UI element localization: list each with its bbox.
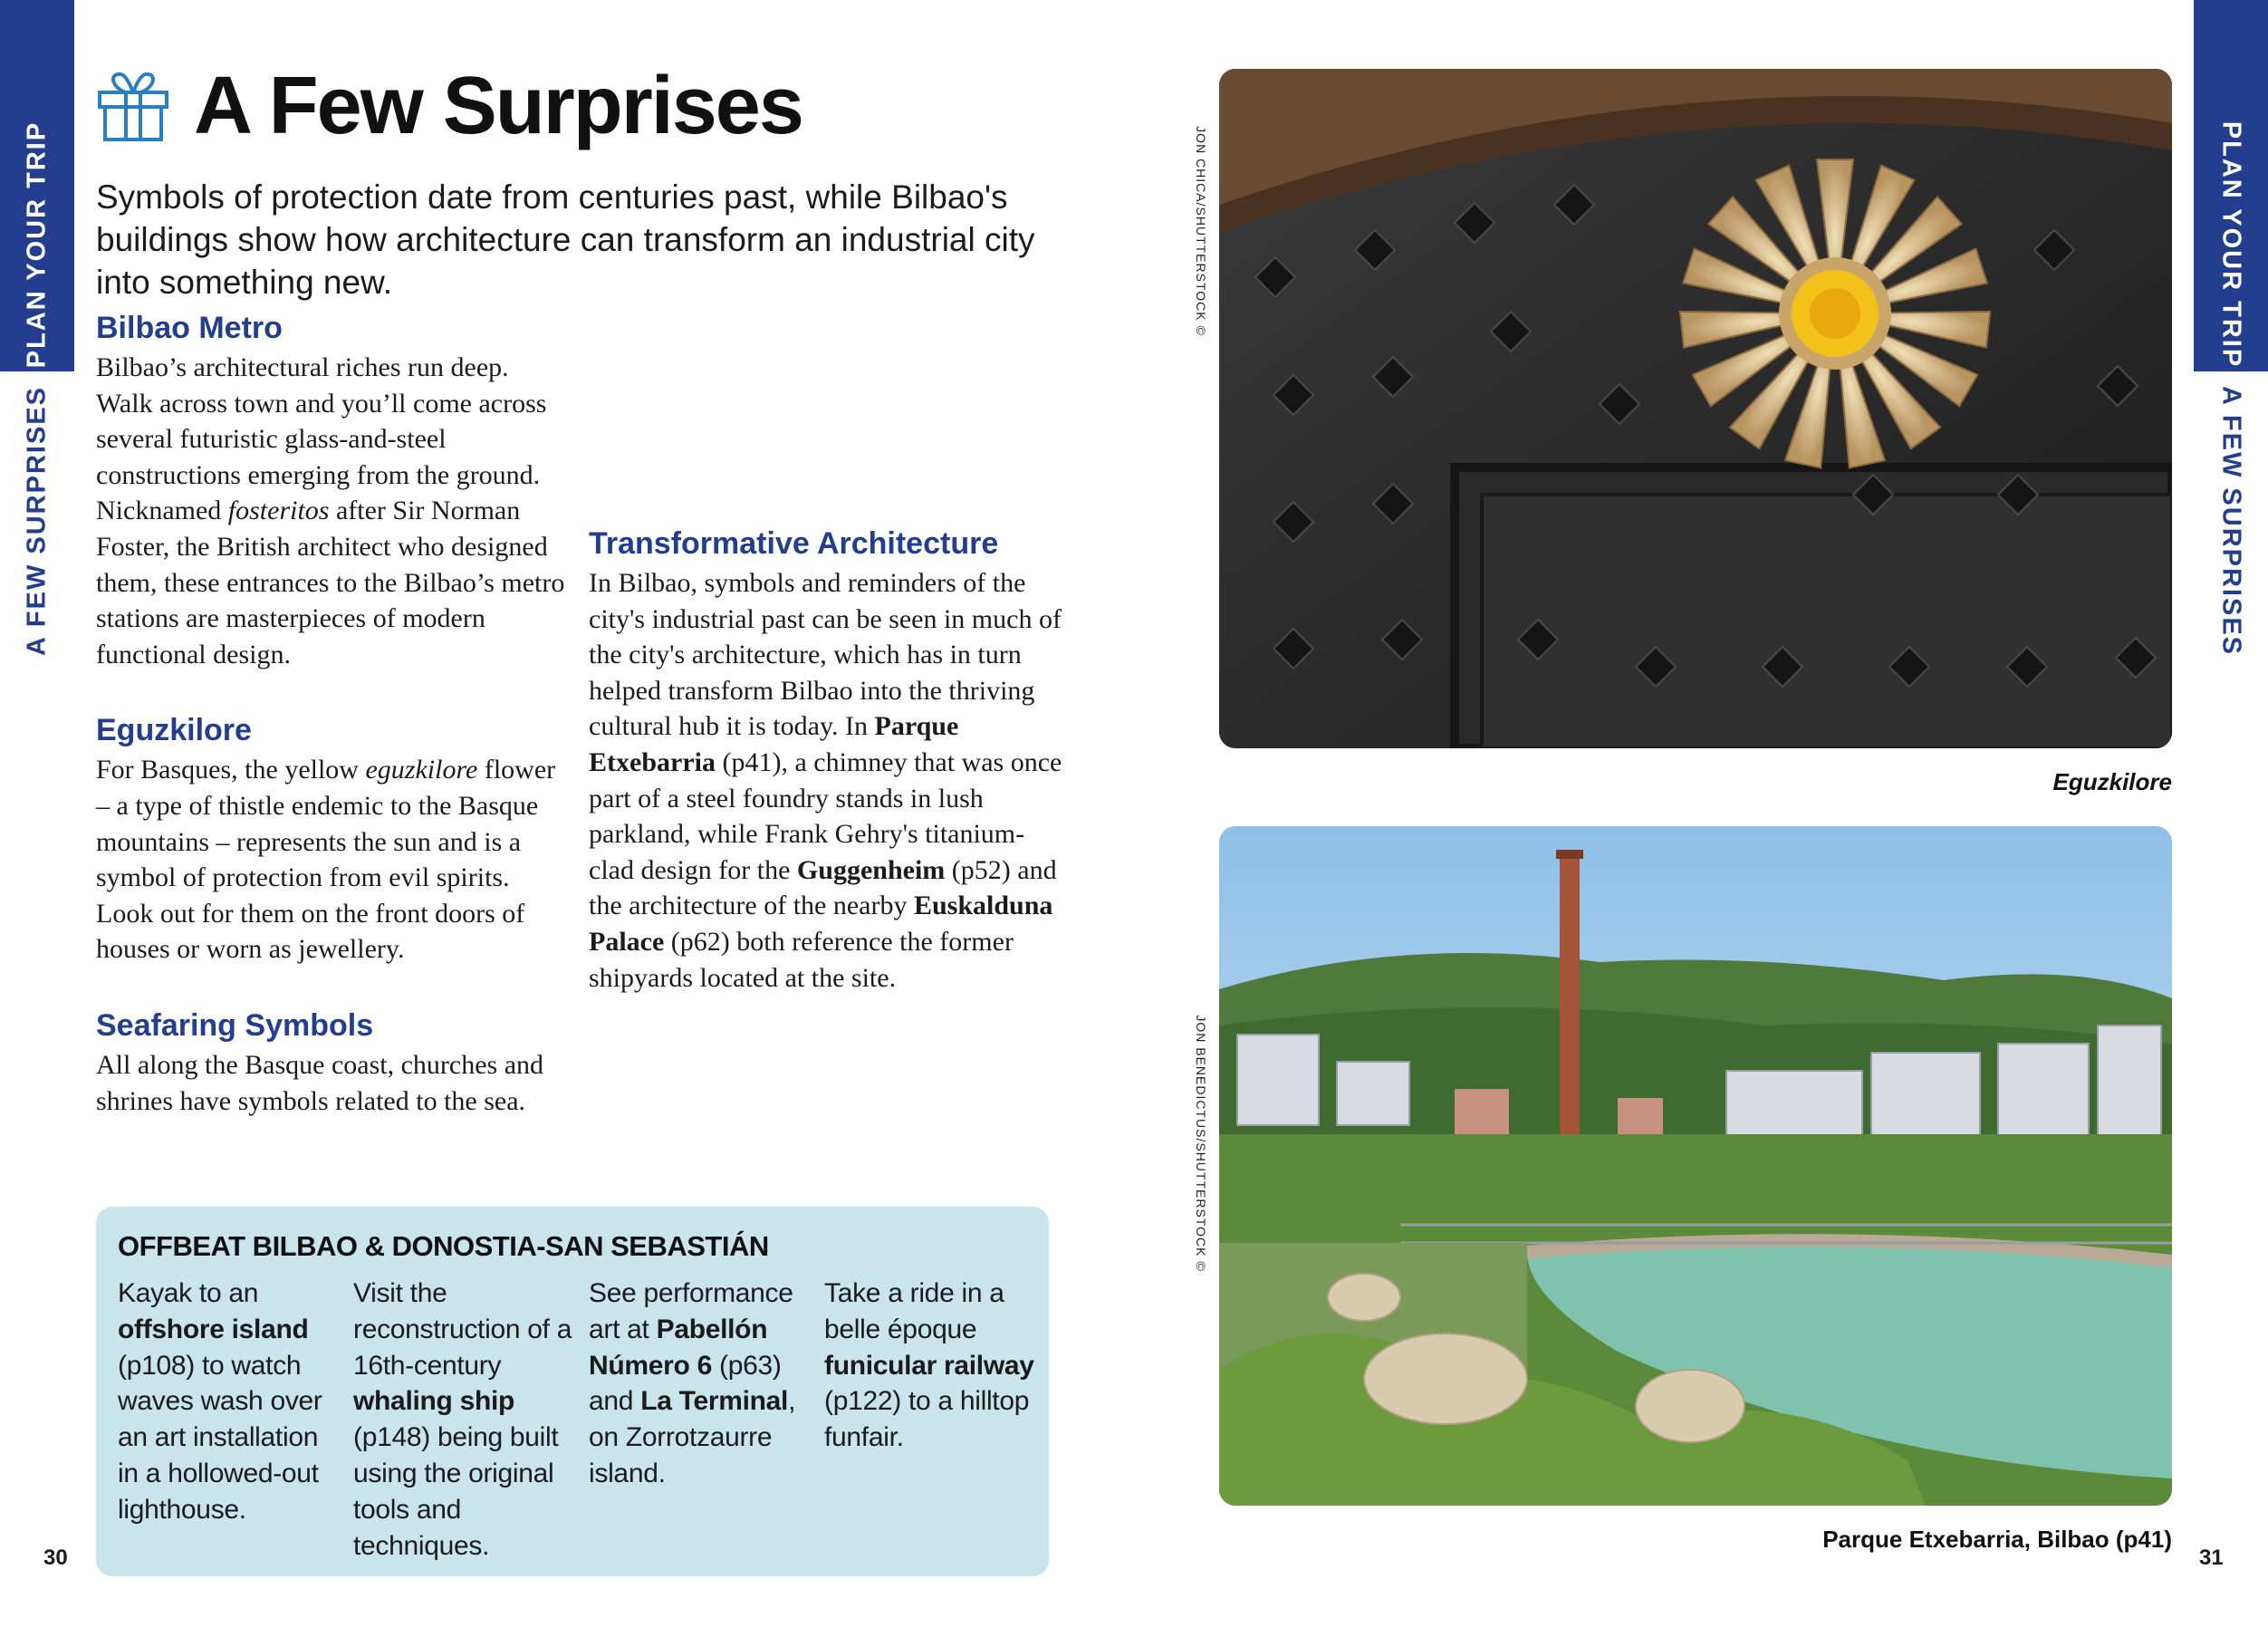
offbeat-item-3: See performance art at Pabellón Número 6 (p63) and La Terminal, on Zorrotzaurre island.: [589, 1278, 796, 1488]
plan-your-trip-label: PLAN YOUR TRIP: [2216, 120, 2246, 369]
caption-bottom: Parque Etxebarria, Bilbao (p41): [1822, 1526, 2172, 1553]
page-number-right: 31: [2199, 1546, 2224, 1570]
offbeat-item-1: Kayak to an offshore island (p108) to watch waves wash over an art installation in a hollowed-out lighthouse.: [118, 1278, 322, 1525]
heading-transformative-architecture: Transformative Architecture: [589, 526, 999, 561]
text-column-right: [589, 306, 1069, 1032]
offbeat-item-2: Visit the reconstruction of a 16th-century whaling ship (p148) being built using the original tools and techniques.: [353, 1278, 572, 1561]
right-side-tab: [2194, 0, 2268, 1637]
photo-parque-etxebarria: [1219, 826, 2172, 1506]
photo-eguzkilore: [1219, 69, 2172, 748]
paragraph-eguzkilore: For Basques, the yellow eguzkilore flower – a type of thistle endemic to the Basque mountains – represents the sun and is a symbol of protection from evil spirits. Look out for them on the front doors of houses or worn as jewellery.: [96, 755, 556, 965]
paragraph-architecture: In Bilbao, symbols and reminders of the city's industrial past can be seen in much of the city's architecture, which has in turn helped transform Bilbao into the thriving cultural hub it is today. In Parque Etxebarria (p41), a chimney that was once part of a steel foundry stands in lush parkland, while Frank Gehry's titanium-clad design for the Guggenheim (p52) and the architecture of the nearby Euskalduna Palace (p62) both reference the former shipyards located at the site.: [589, 568, 1062, 993]
paragraph-seafaring-part1: All along the Basque coast, churches and shrines have symbols related to the sea.: [96, 1049, 544, 1116]
left-side-tab: [0, 0, 74, 1637]
offbeat-item-4: Take a ride in a belle époque funicular railway (p122) to a hilltop funfair.: [824, 1278, 1034, 1453]
gift-icon: [96, 69, 170, 143]
section-label: A FEW SURPRISES: [22, 385, 52, 657]
page-title: A Few Surprises: [194, 61, 802, 151]
photo-credit-top: JON CHICA/SHUTTERSTOCK ©: [1194, 126, 1208, 336]
intro-text: Symbols of protection date from centuries past, while Bilbao's buildings show how architecture can transform an industrial city into something new.: [96, 178, 1035, 301]
parque-etxebarria-image: [1219, 826, 2172, 1506]
photo-credit-bottom: JON BENEDICTUS/SHUTTERSTOCK ©: [1194, 1015, 1208, 1272]
heading-eguzkilore: Eguzkilore: [96, 713, 252, 748]
page-number-left: 30: [43, 1546, 68, 1570]
heading-bilbao-metro: Bilbao Metro: [96, 311, 283, 345]
offbeat-heading: OFFBEAT BILBAO & DONOSTIA-SAN SEBASTIÁN: [118, 1230, 769, 1262]
offbeat-box: [96, 1207, 1049, 1576]
text-column-left: [96, 306, 567, 1119]
plan-your-trip-label: PLAN YOUR TRIP: [22, 120, 52, 369]
paragraph-bilbao-metro: Bilbao’s architectural riches run deep. Walk across town and you’ll come across several futuristic glass-and-steel constructions emerging from the ground. Nicknamed fosteritos after Sir Norman Foster, the British architect who designed them, these entrances to the Bilbao’s metro stations are masterpieces of modern functional design.: [96, 352, 565, 669]
heading-seafaring-symbols: Seafaring Symbols: [96, 1007, 374, 1043]
eguzkilore-door-image: [1219, 69, 2172, 748]
paragraph-seafaring-part2: [589, 306, 1069, 486]
caption-top: Eguzkilore: [2052, 768, 2172, 795]
section-label: A FEW SURPRISES: [2216, 385, 2246, 657]
